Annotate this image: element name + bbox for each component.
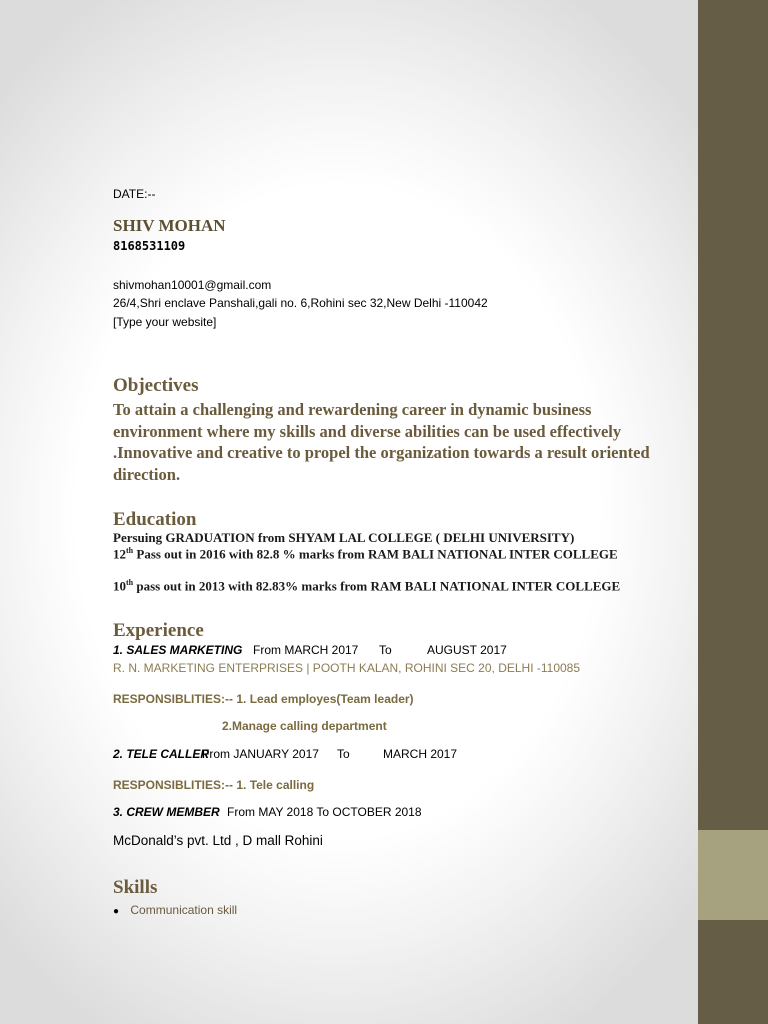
skill-label: Communication skill [130, 903, 238, 917]
job1-responsibilities [113, 690, 414, 708]
education-twelfth [113, 546, 618, 562]
job1-to: To [379, 643, 392, 657]
job2-title: 2. TELE CALLER [113, 747, 210, 761]
job1-row [113, 643, 242, 657]
job2-row [113, 747, 209, 761]
job3-company: McDonald’s pvt. Ltd , D mall Rohini [113, 833, 323, 848]
skills-heading: Skills [113, 877, 158, 898]
job2-to: To [337, 747, 350, 761]
website-placeholder: [Type your website] [113, 315, 217, 329]
job2-end: MARCH 2017 [383, 747, 458, 761]
job1-company: R. N. MARKETING ENTERPRISES | POOTH KALAN, ROHINI SEC 20, DELHI -110085 [113, 661, 581, 675]
job3-title: 3. CREW MEMBER [113, 805, 220, 819]
job1-resp-label: RESPONSIBLITIES:-- [113, 692, 234, 706]
job1-resp-item2: 2.Manage calling department [222, 719, 387, 733]
job2-resp-item1: 1. Tele calling [233, 778, 315, 792]
job2-responsibilities [113, 776, 314, 794]
job3-row [113, 805, 220, 819]
tenth-grade-number: 10 [113, 578, 126, 594]
job2-resp-label: RESPONSIBLITIES:-- [113, 778, 234, 792]
tenth-grade-suffix: th [126, 578, 134, 587]
skill-list-item [113, 903, 237, 917]
twelfth-grade-number: 12 [113, 546, 126, 562]
bullet-icon: ● [113, 906, 120, 917]
job1-from: From MARCH 2017 [253, 643, 359, 657]
objectives-text: To attain a challenging and rewardening career in dynamic business environment where my skills and diverse abilities can be used effectively .Innovative and creative to propel the organization towards a result oriented direction. [113, 400, 650, 484]
job1-end: AUGUST 2017 [427, 643, 507, 657]
job2-from: From JANUARY 2017 [202, 747, 319, 761]
postal-address: 26/4,Shri enclave Panshali,gali no. 6,Rohini sec 32,New Delhi -110042 [113, 296, 488, 310]
candidate-name: SHIV MOHAN [113, 216, 226, 235]
education-graduation: Persuing GRADUATION from SHYAM LAL COLLEGE ( DELHI UNIVERSITY) [113, 530, 575, 545]
job1-resp-item1: 1. Lead employes(Team leader) [233, 692, 414, 706]
twelfth-grade-text: Pass out in 2016 with 82.8 % marks from RAM BALI NATIONAL INTER COLLEGE [133, 546, 618, 562]
phone-number: 8168531109 [113, 239, 186, 253]
job1-title: 1. SALES MARKETING [113, 643, 243, 657]
experience-heading: Experience [113, 620, 204, 641]
objectives-heading: Objectives [113, 375, 199, 396]
education-tenth [113, 578, 620, 594]
tenth-grade-text: pass out in 2013 with 82.83% marks from RAM BALI NATIONAL INTER COLLEGE [133, 578, 621, 594]
twelfth-grade-suffix: th [126, 546, 134, 555]
sidebar-accent-block [698, 830, 768, 920]
date-label: DATE:-- [113, 187, 156, 201]
email-address: shivmohan10001@gmail.com [113, 278, 272, 292]
job3-details: From MAY 2018 To OCTOBER 2018 [227, 805, 422, 819]
education-heading: Education [113, 509, 197, 530]
